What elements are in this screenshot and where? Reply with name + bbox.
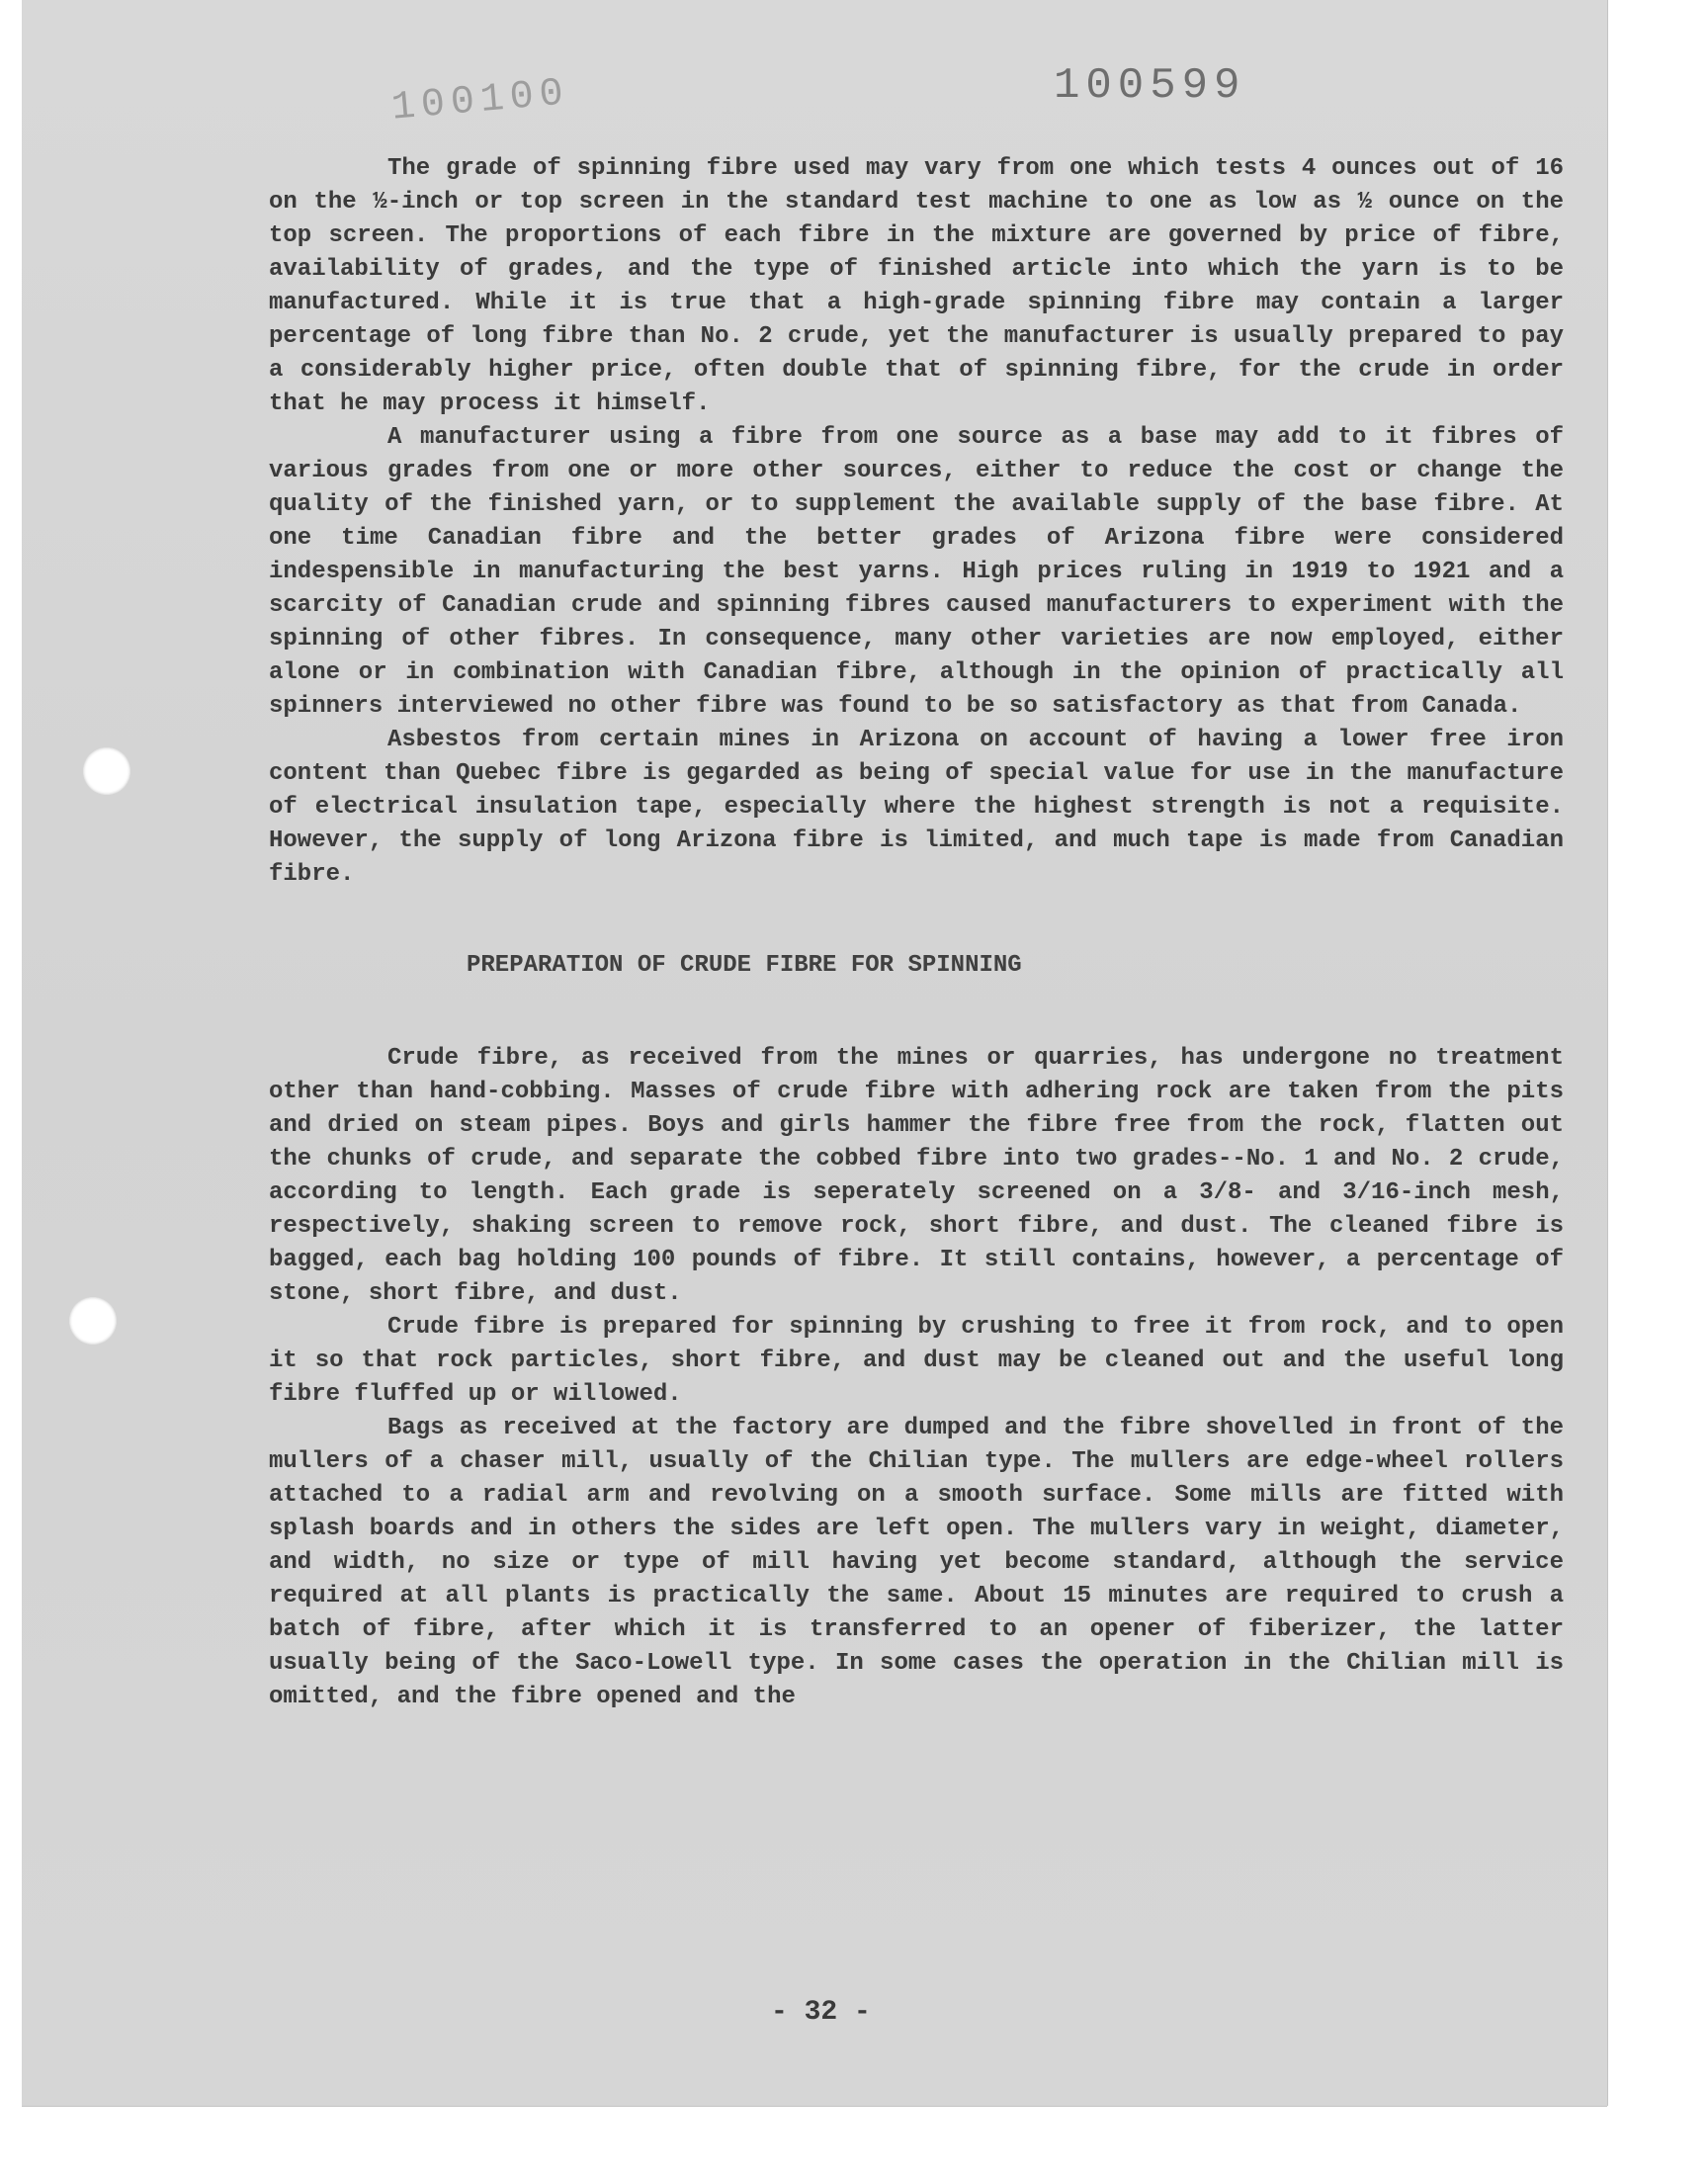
punch-hole-top	[83, 747, 130, 795]
paragraph-arizona-asbestos: Asbestos from certain mines in Arizona on account of having a lower free iron content than Quebec fibre is gegarded as being of special value for use in the manufacture of electrical insulation tape, especially where the highest strength is not a requisite. However, the supply of long Arizona fibre is limited, and much tape is made from Canadian fibre.	[269, 727, 1564, 888]
punch-hole-bottom	[69, 1297, 117, 1345]
archive-stamp-number: 100599	[1054, 61, 1246, 111]
paragraph-crushing: Crude fibre is prepared for spinning by crushing to free it from rock, and to open it so that rock particles, short fibre, and dust may be cleaned out and the useful long fibre fluffed up or willowed.	[269, 1314, 1564, 1408]
paragraph-fibre-mixing: A manufacturer using a fibre from one source as a base may add to it fibres of various grades from one or more other sources, either to reduce the cost or change the quality of the finished yarn, or to supplement the available supply of the base fibre. At one time Canadian fibre and the better grades of Arizona fibre were considered indespensible in manufacturing the best yarns. High prices ruling in 1919 to 1921 and a scarcity of Canadian crude and spinning fibres caused manufacturers to experiment with the spinning of other fibres. In consequence, many other varieties are now employed, either alone or in combination with Canadian fibre, although in the opinion of practically all spinners interviewed no other fibre was found to be so satisfactory as that from Canada.	[269, 424, 1564, 720]
paragraph-spinning-grade: The grade of spinning fibre used may vary from one which tests 4 ounces out of 16 on the ½-inch or top screen in the standard test machine to one as low as ½ ounce on the top screen. The proportions of each fibre in the mixture are governed by price of fibre, availability of grades, and the type of finished article into which the yarn is to be manufactured. While it is true that a high-grade spinning fibre may contain a larger percentage of long fibre than No. 2 crude, yet the manufacturer is usually prepared to pay a considerably higher price, often double that of spinning fibre, for the crude in order that he may process it himself.	[269, 155, 1564, 417]
paragraph-chaser-mill: Bags as received at the factory are dumped and the fibre shovelled in front of the mullers of a chaser mill, usually of the Chilian type. The mullers are edge-wheel rollers attached to a radial arm and revolving on a smooth surface. Some mills are fitted with splash boards and in others the sides are left open. The mullers vary in weight, diameter, and width, no size or type of mill having yet become standard, although the service required at all plants is practically the same. About 15 minutes are required to crush a batch of fibre, after which it is transferred to an opener of fiberizer, the latter usually being of the Saco-Lowell type. In some cases the operation in the Chilian mill is omitted, and the fibre opened and the	[269, 1415, 1564, 1710]
paragraph-crude-fibre: Crude fibre, as received from the mines or quarries, has undergone no treatment other than hand-cobbing. Masses of crude fibre with adhering rock are taken from the pits and dried on steam pipes. Boys and girls hammer the fibre free from the rock, flatten out the chunks of crude, and separate the cobbed fibre into two grades--No. 1 and No. 2 crude, according to length. Each grade is seperately screened on a 3/8- and 3/16-inch mesh, respectively, shaking screen to remove rock, short fibre, and dust. The cleaned fibre is bagged, each bag holding 100 pounds of fibre. It still contains, however, a percentage of stone, short fibre, and dust.	[269, 1045, 1564, 1307]
archive-stamp-faded: 100100	[389, 71, 571, 131]
section-heading: PREPARATION OF CRUDE FIBRE FOR SPINNING	[467, 952, 1022, 979]
page-number: - 32 -	[771, 1997, 871, 2028]
document-body	[269, 152, 1564, 1714]
